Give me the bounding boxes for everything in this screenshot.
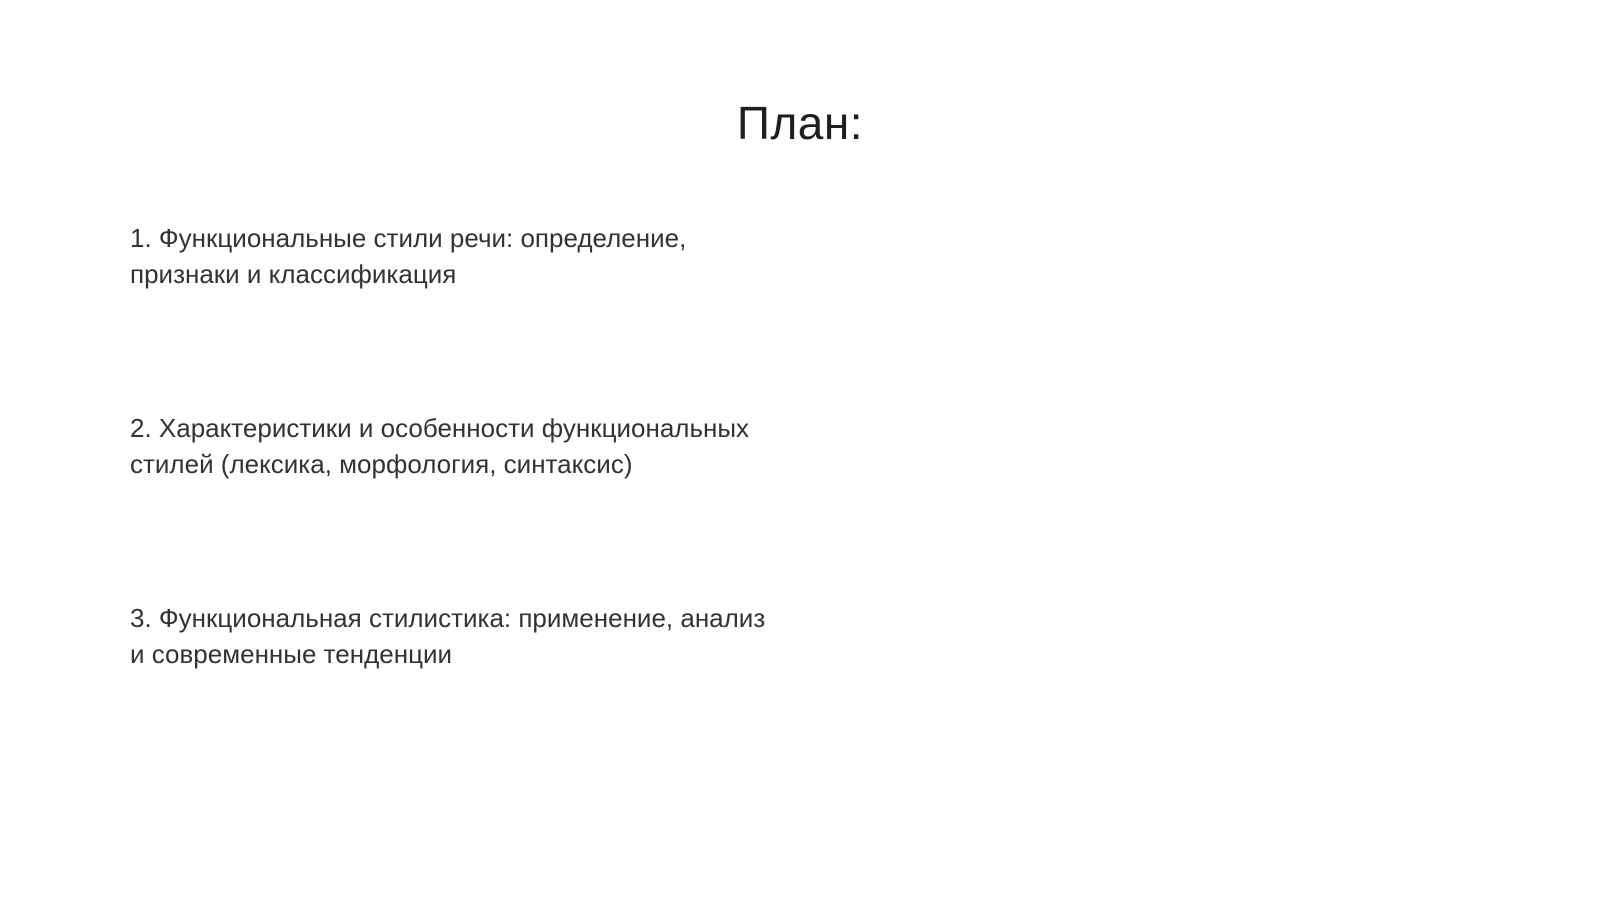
plan-item-3-line-2: и современные тенденции xyxy=(130,639,453,669)
plan-item-2 xyxy=(130,410,830,482)
plan-item-2-line-1: 2. Характеристики и особенности функциональных xyxy=(130,413,750,443)
plan-item-1-line-2: признаки и классификация xyxy=(130,259,457,289)
plan-item-2-line-2: стилей (лексика, морфология, синтаксис) xyxy=(130,449,633,479)
plan-item-3-line-1: 3. Функциональная стилистика: применение, анализ xyxy=(130,603,766,633)
plan-item-1 xyxy=(130,220,830,292)
slide-title: План: xyxy=(736,96,864,149)
plan-item-1-line-1: 1. Функциональные стили речи: определение, xyxy=(130,223,687,253)
plan-item-3 xyxy=(130,600,830,672)
